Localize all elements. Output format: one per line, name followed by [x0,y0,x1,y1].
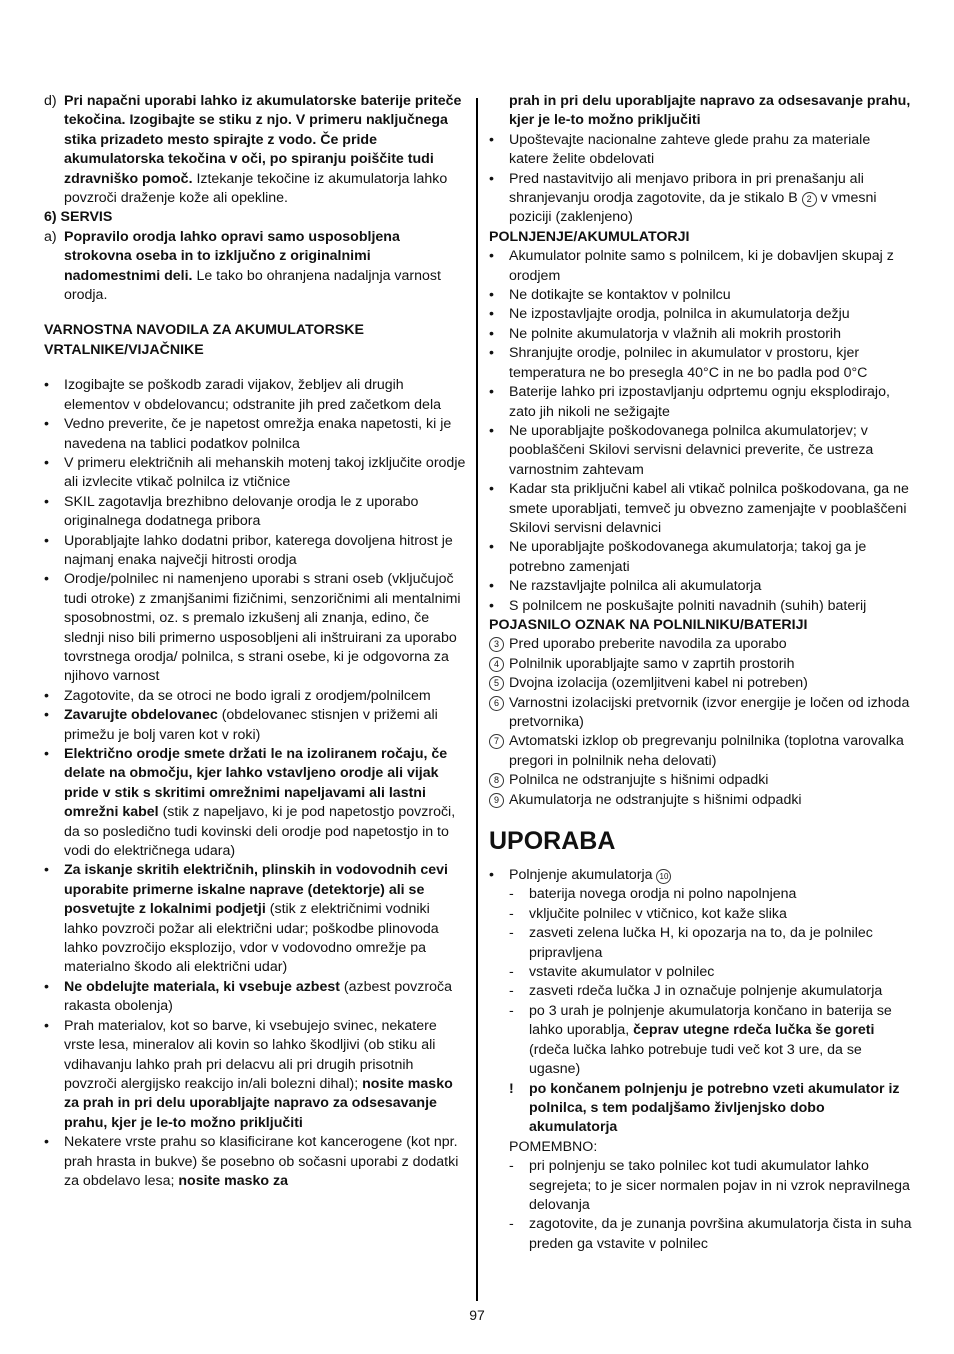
bullet-text: v vmesni poziciji (zaklenjeno) [509,190,877,226]
bullet-marker: • [44,532,49,549]
bullet-item [44,415,466,454]
bullet-text: Akumulator polnite samo s polnilcem, ki je dobavljen skupaj z orodjem [509,248,894,284]
left-column [44,92,466,1191]
bullet-bold: Zavarujte obdelovanec [64,707,218,724]
step-text: zasveti zelena lučka H, ki opozarja na to, da je polnilec pripravljena [529,925,873,961]
bullet-item [489,383,913,422]
note-text: po končanem polnjenju je potrebno vzeti akumulator iz polnilca, s tem podaljšamo življenjsko dobo akumulatorja [529,1080,900,1136]
bullet-marker: • [44,571,49,588]
servis-heading: 6) SERVIS [44,209,113,226]
item-d-bold: Pri napačni uporabi lahko iz akumulatorske baterije priteče tekočina. Izogibajte se stiku z njo. V primeru naključnega stika prizadeto mesto spirajte z vodo. Če pride akumulatorska tekočina v oči, po spiranju poiščite tudi zdravniško pomoč. [64,93,462,187]
bullet-text: Ne polnite akumulatorja v vlažnih ali mokrih prostorih [509,325,841,342]
bullet-item [489,286,913,305]
bullet-item [489,422,913,480]
bullet-marker: • [489,131,494,148]
bullet-marker: • [489,248,494,265]
bullet-item [44,706,466,745]
bullet-marker: • [44,707,49,724]
step-item [489,1002,913,1080]
symbol-item [489,791,913,810]
bullet-item [489,344,913,383]
bullet-item [489,866,913,885]
symbol-item [489,732,913,771]
bullet-bold: nosite masko za prah in pri delu uporabljajte napravo za odsesavanje prahu, kjer je le-to možno priključiti [64,1075,453,1131]
bullet-text: (stik z električnimi vodniki lahko povzroči požar ali električni udar; poškodbe plinovoda lahko povzročijo eksplozijo, vdor v vodovodno omrežje pa materialno škodo ali električni udar) [64,901,439,976]
symbol-text: Polnilnik uporabljajte samo v zaprtih prostorih [509,655,795,672]
exclamation-marker: ! [509,1080,514,1097]
dash-marker: - [509,905,514,922]
item-a-bold: Popravilo orodja lahko opravi samo usposobljena strokovna oseba in to izključno z originalnimi nadomestnimi deli. [64,228,400,284]
bullet-item [489,480,913,538]
dash-marker: - [509,925,514,942]
symbol-text: Pred uporabo preberite navodila za uporabo [509,636,787,653]
bullet-text: Kadar sta priključni kabel ali vtikač polnilca poškodovana, ga ne smete uporabljati, temveč ju obvezno zamenjajte v pooblaščeni Skilovi servisni delavnici [509,481,909,536]
bullet-text: Upoštevajte nacionalne zahteve glede prahu za materiale katere želite obdelovati [509,131,871,168]
bullet-item [44,493,466,532]
step-text: vstavite akumulator v polnilec [529,964,715,981]
bullet-marker: • [489,306,494,323]
bullet-text: Ne uporabljajte poškodovanega polnilca akumulatorjev; v pooblaščeni Skilovi servisni delavnici preverite, če ustreza varnostnim zahtevam [509,422,874,478]
dash-marker: - [509,1158,514,1175]
bullet-marker: • [489,170,494,187]
bullet-marker: • [44,687,49,704]
charging-list [489,247,913,616]
step-item [489,885,913,904]
important-note [489,1080,913,1138]
pomembno-label: POMEMBNO: [509,1138,598,1155]
bullet-text: Vedno preverite, če je napetost omrežja enaka napetosti, ki je navedena na tablici podatkov polnilca [64,416,452,452]
dash-marker: - [509,886,514,903]
circled-number: 8 [489,773,504,788]
symbol-text: Avtomatski izklop ob pregrevanju polnilnika (toplotna varovalka pregori in polnilnik neha delovati) [509,733,904,769]
bullet-text: Polnjenje akumulatorja [509,867,657,884]
item-marker: d) [44,93,57,109]
bullet-marker: • [489,325,494,342]
bullet-marker: • [489,597,494,614]
bullet-text: Shranjujte orodje, polnilec in akumulator v prostoru, kjer temperatura ne bo presegla 40°C in ne bo padla pod 0°C [509,345,868,381]
bullet-text: SKIL zagotavlja brezhibno delovanje orodja le z uporabo originalnega dodatnega pribora [64,493,419,530]
item-a-text: Le tako bo ohranjena nadaljnja varnost orodja. [64,267,441,304]
bullet-text: Ne uporabljajte poškodovanega akumulatorja; takoj ga je potrebno zamenjati [509,539,867,575]
bullet-bold: Za iskanje skritih električnih, plinskih in vodovodnih cevi uporabite primerne iskalne naprave (detektorje) ali se posvetujte z lokalnimi podjetji [64,862,448,918]
notes-list [489,1157,913,1254]
step-text: zasveti rdeča lučka J in označuje polnjenje akumulatorja [529,983,883,1000]
column-divider [476,98,478,1301]
symbol-item [489,635,913,654]
bullet-item [489,305,913,324]
bullet-item [44,532,466,571]
bullet-marker: • [489,345,494,362]
note-text: pri polnjenju se tako polnilec kot tudi akumulator lahko segrejeta; to je sicer normalen pojav in ni vzrok nepravilnega delovanja [529,1158,910,1213]
circled-number: 7 [489,734,504,749]
bullet-text: S polnilcem ne poskušajte polniti navadnih (suhih) baterij [509,597,867,614]
symbol-text: Varnostni izolacijski pretvornik (izvor energije je ločen od izhoda pretvornika) [509,694,910,730]
note-text: zagotovite, da je zunanja površina akumulatorja čista in suha preden ga vstavite v polnilec [529,1216,912,1252]
item-a [44,228,466,306]
page-number: 97 [469,1307,485,1323]
steps-list [489,885,913,1001]
bullet-marker: • [44,1134,49,1151]
bullet-text: Baterije lahko pri izpostavljanju odprtemu ognju eksplodirajo, zato jih nikoli ne sežigajte [509,384,890,420]
bullet-item [489,577,913,596]
bullet-marker: • [44,377,49,394]
dash-marker: - [509,983,514,1000]
step-text: po 3 urah je polnjenje akumulatorja končano in baterija se lahko uporablja, [529,1002,892,1039]
step-item [489,905,913,924]
right-column [489,92,913,1254]
bullet-marker: • [489,578,494,595]
bullet-item [44,745,466,861]
circled-number: 5 [489,676,504,691]
bullet-item [44,376,466,415]
dash-marker: - [509,1216,514,1233]
bullet-item [44,1133,466,1191]
bullet-text: Orodje/polnilec ni namenjeno uporabi s strani oseb (vključujoč tudi otroke) z zmanjšanimi fizičnimi, senzoričnimi ali mentalnimi sposobnostmi, oz. s premalo izkušenj ali znanja, edino, če slednji niso bili primerno usposobljeni ali inštruirani za uporabo tovrstnega orodja/ polnilca, s strani osebe, ki je odgovorna za njihovo varnost [64,571,461,685]
circled-number: 6 [489,696,504,711]
symbols-heading: POJASNILO OZNAK NA POLNILNIKU/BATERIJI [489,616,808,633]
bullet-item [44,861,466,977]
bullet-bold: Električno orodje smete držati le na izoliranem ročaju, če delate na območju, kjer lahko vstavljeno orodje ali vijak pride v stik s skritimi omrežnimi napeljavami ali lastni omrežni kabel [64,746,448,821]
bullet-marker: • [44,978,49,995]
dash-marker: - [509,964,514,981]
bullet-marker: • [489,481,494,498]
bullet-text: Zagotovite, da se otroci ne bodo igrali z orodjem/polnilcem [64,687,431,704]
bullet-marker: • [489,422,494,439]
bullet-marker: • [489,384,494,401]
circled-number: 3 [489,637,504,652]
circled-number: 4 [489,657,504,672]
symbol-text: Dvojna izolacija (ozemljitveni kabel ni potreben) [509,675,808,692]
symbol-item [489,694,913,733]
bullet-text: V primeru električnih ali mehanskih motenj takoj izključite orodje ali izvlecite vtikač polnilca iz vtičnice [64,454,466,491]
bullet-text: (obdelovanec stisnjen v prižemi ali primežu je bolj varen kot v roki) [64,707,438,743]
step-text: baterija novega orodja ni polno napolnjena [529,886,797,903]
bullet-marker: • [44,862,49,879]
symbol-item [489,655,913,674]
bullet-item [489,247,913,286]
circled-number: 10 [656,869,671,884]
symbol-text: Polnilca ne odstranjujte s hišnimi odpadki [509,772,769,789]
step-text: vključite polnilec v vtičnico, kot kaže slika [529,905,787,922]
bullet-text: Uporabljajte lahko dodatni pribor, katerega dovoljena hitrost je najmanj enaka največji hitrosti orodja [64,532,453,568]
symbol-item [489,674,913,693]
uporaba-heading: UPORABA [489,827,616,856]
bullet-marker: • [44,416,49,433]
bullet-text: Ne dotikajte se kontaktov v polnilcu [509,287,731,304]
bullet-item [44,570,466,686]
step-item [489,982,913,1001]
bullet-item [489,170,913,228]
bullet-marker: • [44,454,49,471]
bullet-text: (azbest povzroča rakasta obolenja) [64,978,452,1015]
bullet-marker: • [489,287,494,304]
bullet-marker: • [44,493,49,510]
bullet-bold: Ne obdelujte materiala, ki vsebuje azbest [64,978,340,995]
step-bold: čeprav utegne rdeča lučka še goreti [633,1022,875,1039]
bullet-marker: • [489,867,494,884]
step-text: (rdeča lučka lahko potrebuje tudi več kot 3 ure, da se ugasne) [529,1041,862,1078]
charging-heading: POLNJENJE/AKUMULATORJI [489,228,690,245]
bullet-text: Pred nastavitvijo ali menjavo pribora in pri prenašanju ali shranjevanju orodja zagotovite, da je stikalo B [509,170,864,207]
bullet-item [44,978,466,1017]
bullet-text: Prah materialov, kot so barve, ki vsebujejo svinec, nekatere vrste lesa, mineralov ali kovin so lahko škodljivi (ob stiku ali vdihavanju lahko prah pri delacvu ali pri drugih prisotnih povzroči alergijsko reakcijo in/ali bolezni dihal); [64,1017,437,1092]
bullet-text: Ne razstavljajte polnilca ali akumulatorja [509,578,762,595]
circled-number: 9 [489,793,504,808]
bullet-text: Ne izpostavljajte orodja, polnilca in akumulatorja dežju [509,306,850,323]
bullet-item [489,538,913,577]
dash-marker: - [509,1002,514,1019]
continued-text: prah in pri delu uporabljajte napravo za odsesavanje prahu, kjer je le-to možno priključiti [509,93,911,129]
bullet-item [44,454,466,493]
bullet-marker: • [489,539,494,556]
bullet-bold: nosite masko za [178,1172,288,1189]
item-marker: a) [44,228,57,245]
note-item [489,1215,913,1254]
bullet-item [489,597,913,616]
bullet-text: (stik z napeljavo, ki je pod napetostjo povzroči, da so posledično tudi kovinski deli orodje pod napetostjo in to vodi do električnega udara) [64,804,456,860]
bullet-item [44,687,466,706]
symbol-item [489,771,913,790]
bullet-text: Izogibajte se poškodb zaradi vijakov, žebljev ali drugih elementov v obdelovancu; odstranite jih pred začetkom dela [64,377,441,413]
bullet-marker: • [44,746,49,762]
step-item [489,924,913,963]
symbols-list [489,635,913,810]
bullet-item [489,325,913,344]
item-d-text: Iztekanje tekočine iz akumulatorja lahko povzroči draženje kože ali opekline. [64,170,448,207]
section-heading-safety: VARNOSTNA NAVODILA ZA AKUMULATORSKE VRTALNIKE/VIJAČNIKE [44,322,364,358]
circled-number: 2 [802,192,817,207]
item-d [44,92,466,208]
symbol-text: Akumulatorja ne odstranjujte s hišnimi odpadki [509,791,802,808]
note-item [489,1157,913,1215]
bullet-marker: • [44,1017,49,1034]
step-item [489,963,913,982]
bullet-item [489,131,913,170]
bullet-text: Nekatere vrste prahu so klasificirane kot kancerogene (kot npr. prah hrasta in bukve) še posebno ob sočasni uporabi z dodatki za obdelavo lesa; [64,1134,459,1189]
bullet-item [44,1017,466,1133]
